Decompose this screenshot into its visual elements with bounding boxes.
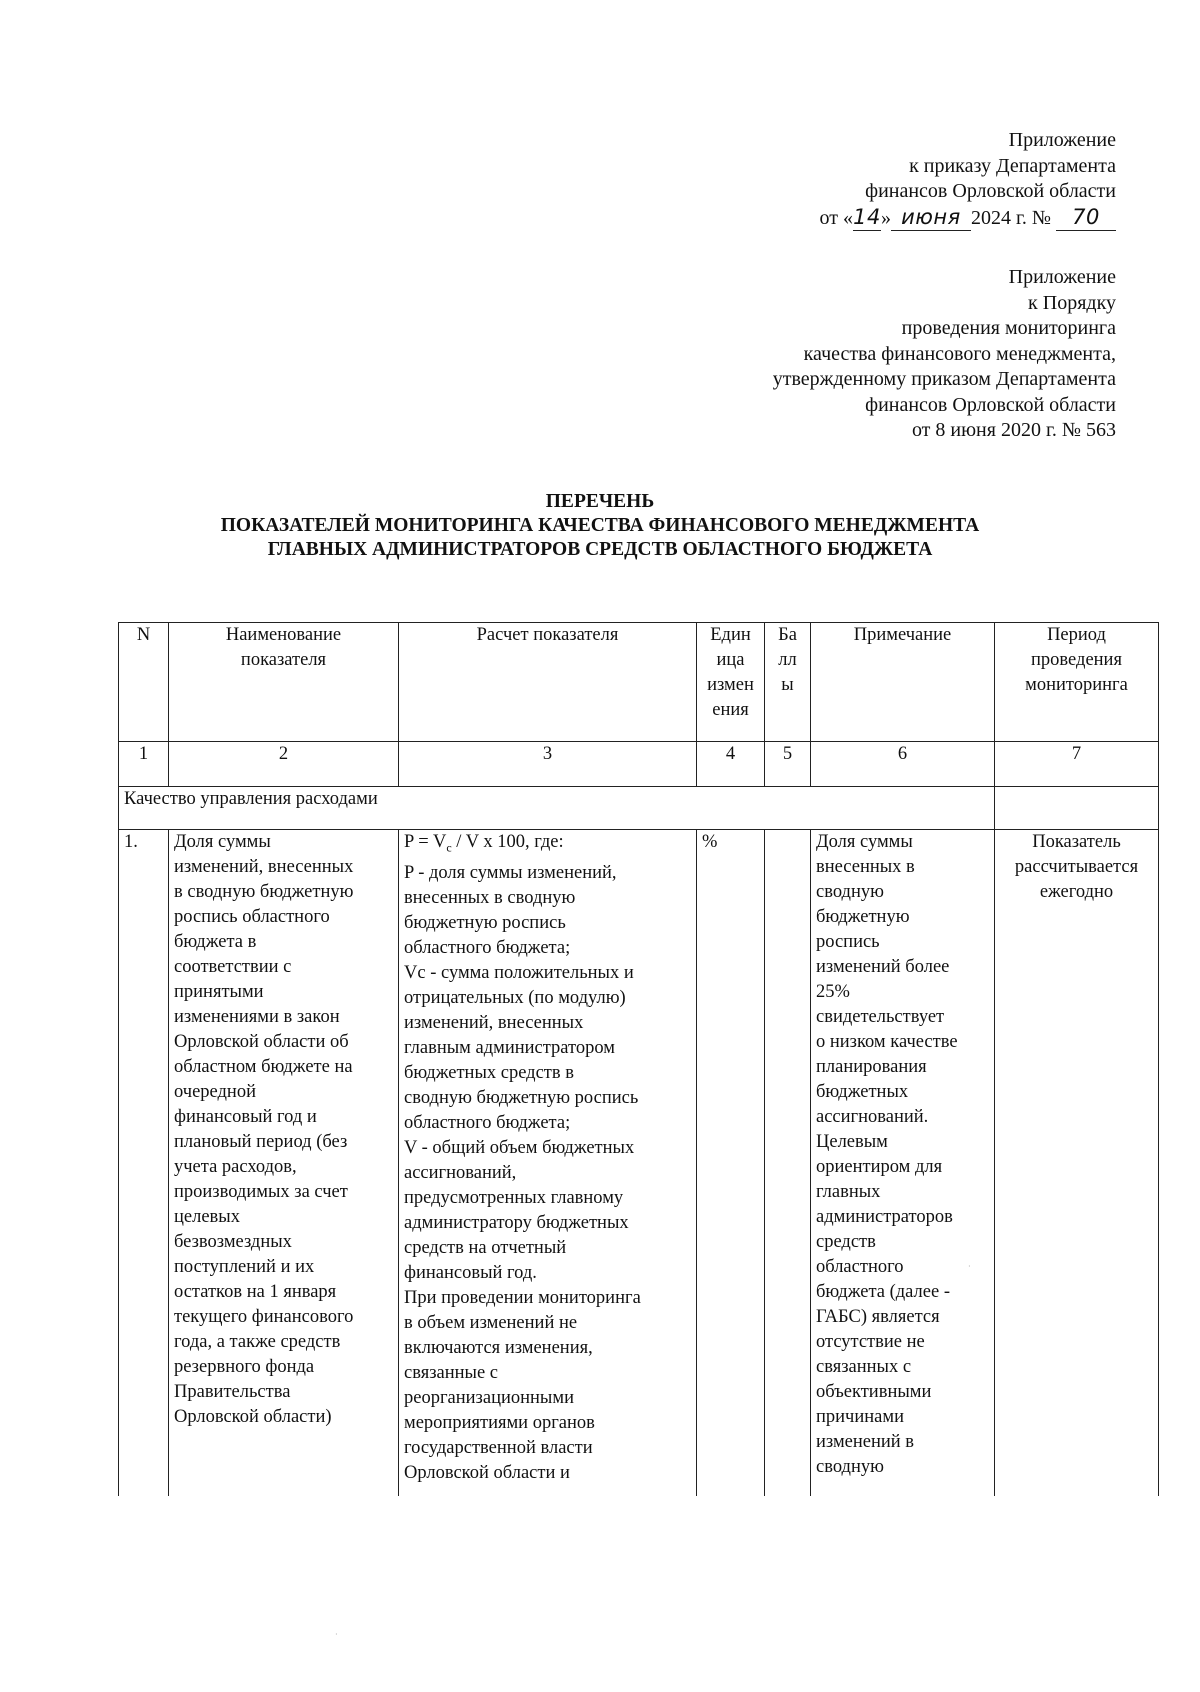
cell-text-line: бюджетную роспись bbox=[404, 912, 566, 933]
cell-text-line: изменений, внесенных bbox=[174, 857, 354, 877]
date-day-handwritten: 14 bbox=[853, 205, 881, 232]
cell-text-line: Показатель bbox=[1032, 832, 1121, 852]
cell-text-line: года, а также средств bbox=[174, 1332, 341, 1352]
procedure-header-line: качества финансового менеджмента, bbox=[803, 342, 1116, 365]
column-number-row bbox=[119, 742, 1159, 787]
cell-text-line: реорганизационными bbox=[404, 1387, 574, 1408]
cell-text-line: очередной bbox=[174, 1082, 256, 1102]
title-line: ГЛАВНЫХ АДМИНИСТРАТОРОВ СРЕДСТВ ОБЛАСТНОГО БЮДЖЕТА bbox=[267, 539, 933, 560]
cell-text-line: поступлений и их bbox=[174, 1257, 315, 1277]
cell-text-line: целевых bbox=[174, 1207, 240, 1227]
header-period-line: мониторинга bbox=[1025, 675, 1128, 695]
cell-text-line: сводную bbox=[816, 882, 884, 902]
cell-text-line: Правительства bbox=[174, 1382, 291, 1402]
indicators-table bbox=[118, 622, 1159, 1496]
title-line: ПОКАЗАТЕЛЕЙ МОНИТОРИНГА КАЧЕСТВА ФИНАНСОВОГО МЕНЕДЖМЕНТА bbox=[220, 515, 980, 536]
cell-text-line: Орловской области и bbox=[404, 1462, 570, 1483]
date-prefix: от « bbox=[819, 206, 853, 229]
cell-text-line: Орловской области) bbox=[174, 1407, 332, 1427]
calc-formula bbox=[404, 830, 691, 861]
cell-text-line: внесенных в bbox=[816, 857, 915, 877]
column-number: 4 bbox=[697, 742, 765, 787]
cell-text-line: бюджетную bbox=[816, 907, 910, 927]
order-header-line: к приказу Департамента bbox=[909, 154, 1116, 177]
date-mid: » bbox=[880, 206, 891, 229]
cell-text-line: объективными bbox=[816, 1382, 932, 1402]
column-number: 2 bbox=[169, 742, 399, 787]
header-period-line: Период bbox=[1047, 625, 1106, 645]
cell-text-line: финансовый год и bbox=[174, 1107, 317, 1127]
cell-text-line: в сводную бюджетную bbox=[174, 882, 354, 902]
cell-text-line: администраторов bbox=[816, 1207, 953, 1227]
cell-text-line: роспись областного bbox=[174, 907, 330, 927]
section-title bbox=[119, 787, 995, 830]
section-row bbox=[119, 787, 1159, 830]
header-n: N bbox=[119, 623, 169, 742]
cell-text-line: P - доля суммы изменений, bbox=[404, 862, 617, 883]
cell-text-line: свидетельствует bbox=[816, 1007, 945, 1027]
cell-text-line: учета расходов, bbox=[174, 1157, 297, 1177]
row-calc bbox=[399, 830, 697, 1497]
formula-subscript: c bbox=[446, 840, 452, 855]
cell-text-line: изменениями в закон bbox=[174, 1007, 340, 1027]
cell-text-line: мероприятиями органов bbox=[404, 1412, 595, 1433]
header-points-line: лл bbox=[778, 650, 797, 670]
cell-text-line: причинами bbox=[816, 1407, 904, 1427]
document-title bbox=[100, 490, 1100, 562]
cell-text-line: роспись bbox=[816, 932, 880, 952]
order-number-handwritten: 70 bbox=[1056, 205, 1116, 232]
cell-text-line: бюджетных средств в bbox=[404, 1062, 574, 1083]
cell-text-line: средств на отчетный bbox=[404, 1237, 567, 1258]
procedure-header-line: Приложение bbox=[1008, 266, 1116, 288]
cell-text-line: связанные с bbox=[404, 1362, 499, 1383]
cell-text-line: 25% bbox=[816, 982, 850, 1002]
header-unit-line: ица bbox=[716, 650, 745, 670]
header-period bbox=[995, 623, 1159, 742]
order-header-line: финансов Орловской области bbox=[865, 180, 1116, 202]
cell-text-line: V - общий объем бюджетных bbox=[404, 1137, 635, 1158]
cell-text-line: остатков на 1 января bbox=[174, 1282, 337, 1302]
cell-text-line: государственной власти bbox=[404, 1437, 593, 1458]
header-period-line: проведения bbox=[1031, 650, 1122, 670]
scan-speck: · bbox=[968, 1262, 971, 1271]
cell-text-line: соответствии с bbox=[174, 957, 292, 977]
section-empty-cell bbox=[995, 787, 1159, 830]
cell-text-line: бюджета (далее - bbox=[816, 1282, 950, 1302]
header-calc: Расчет показателя bbox=[399, 623, 697, 742]
cell-text-line: администратору бюджетных bbox=[404, 1212, 629, 1233]
cell-text-line: областного bbox=[816, 1257, 904, 1277]
column-number: 1 bbox=[119, 742, 169, 787]
cell-text-line: Доля суммы bbox=[816, 832, 913, 852]
row-period bbox=[995, 830, 1159, 1497]
header-unit bbox=[697, 623, 765, 742]
procedure-header bbox=[773, 265, 1116, 444]
order-date-line bbox=[819, 205, 1116, 232]
cell-text-line: Целевым bbox=[816, 1132, 888, 1152]
cell-text-line: При проведении мониторинга bbox=[404, 1287, 641, 1308]
header-unit-line: ения bbox=[712, 700, 749, 720]
procedure-header-line: утвержденному приказом Департамента bbox=[772, 368, 1116, 390]
cell-text-line: Vc - сумма положительных и bbox=[404, 962, 634, 983]
cell-text-line: связанных с bbox=[816, 1357, 912, 1377]
section-title-text: Качество управления расходами bbox=[124, 789, 378, 809]
cell-text-line: сводную bbox=[816, 1457, 884, 1477]
header-note: Примечание bbox=[811, 623, 995, 742]
cell-text-line: плановый период (без bbox=[174, 1132, 348, 1152]
date-year: 2024 г. № bbox=[970, 206, 1051, 229]
date-month-handwritten: июня bbox=[891, 205, 971, 232]
cell-text-line: бюджетных bbox=[816, 1082, 909, 1102]
header-name bbox=[169, 623, 399, 742]
cell-text-line: средств bbox=[816, 1232, 876, 1252]
cell-text-line: Доля суммы bbox=[174, 832, 271, 852]
cell-text-line: ассигнований. bbox=[816, 1107, 929, 1127]
order-header-line: Приложение bbox=[1008, 129, 1116, 151]
cell-text-line: предусмотренных главному bbox=[404, 1187, 624, 1208]
cell-text-line: производимых за счет bbox=[174, 1182, 348, 1202]
scan-speck: · bbox=[335, 1630, 338, 1639]
cell-text-line: сводную бюджетную роспись bbox=[404, 1087, 639, 1108]
cell-text-line: в объем изменений не bbox=[404, 1312, 578, 1333]
cell-text-line: отрицательных (по модулю) bbox=[404, 987, 626, 1008]
cell-text-line: главных bbox=[816, 1182, 881, 1202]
title-line: ПЕРЕЧЕНЬ bbox=[545, 491, 655, 512]
procedure-header-line: от 8 июня 2020 г. № 563 bbox=[911, 419, 1116, 441]
table-header-row bbox=[119, 623, 1159, 742]
cell-text-line: о низком качестве bbox=[816, 1032, 958, 1052]
cell-text-line: ассигнований, bbox=[404, 1162, 517, 1183]
table-row bbox=[119, 830, 1159, 1497]
row-name bbox=[169, 830, 399, 1497]
cell-text-line: рассчитывается bbox=[1014, 857, 1139, 877]
cell-text-line: включаются изменения, bbox=[404, 1337, 593, 1358]
cell-text-line: ежегодно bbox=[1039, 882, 1114, 902]
row-note bbox=[811, 830, 995, 1497]
cell-text-line: текущего финансового bbox=[174, 1307, 354, 1327]
column-number: 6 bbox=[811, 742, 995, 787]
cell-text-line: безвозмездных bbox=[174, 1232, 292, 1252]
cell-text-line: изменений более bbox=[816, 957, 950, 977]
row-number: 1. bbox=[119, 830, 169, 1497]
cell-text-line: резервного фонда bbox=[174, 1357, 315, 1377]
cell-text-line: отсутствие не bbox=[816, 1332, 925, 1352]
cell-text-line: изменений в bbox=[816, 1432, 915, 1452]
cell-text-line: областного бюджета; bbox=[404, 937, 571, 958]
column-number: 3 bbox=[399, 742, 697, 787]
column-number: 5 bbox=[765, 742, 811, 787]
cell-text-line: финансовый год. bbox=[404, 1262, 537, 1283]
procedure-header-line: к Порядку bbox=[1028, 291, 1116, 314]
procedure-header-line: проведения мониторинга bbox=[901, 317, 1116, 339]
formula-main: P = V bbox=[404, 832, 447, 852]
cell-text-line: Орловской области об bbox=[174, 1032, 349, 1052]
column-number: 7 bbox=[995, 742, 1159, 787]
cell-text-line: планирования bbox=[816, 1057, 927, 1077]
formula-rest: / V x 100, где: bbox=[451, 832, 564, 852]
cell-text-line: ориентиром для bbox=[816, 1157, 943, 1177]
header-points-line: ы bbox=[781, 675, 794, 695]
calc-body bbox=[404, 861, 691, 1486]
procedure-header-line: финансов Орловской области bbox=[865, 393, 1116, 416]
cell-text-line: главным администратором bbox=[404, 1037, 615, 1058]
cell-text-line: областного бюджета; bbox=[404, 1112, 571, 1133]
row-unit: % bbox=[697, 830, 765, 1497]
header-points-line: Ба bbox=[778, 625, 797, 645]
order-header bbox=[819, 128, 1116, 231]
cell-text-line: бюджета в bbox=[174, 932, 257, 952]
header-unit-line: Един bbox=[710, 625, 751, 645]
cell-text-line: внесенных в сводную bbox=[404, 887, 576, 908]
cell-text-line: изменений, внесенных bbox=[404, 1012, 584, 1033]
cell-text-line: принятыми bbox=[174, 982, 264, 1002]
row-points bbox=[765, 830, 811, 1497]
cell-text-line: ГАБС) является bbox=[816, 1307, 940, 1327]
header-name-line: показателя bbox=[240, 650, 327, 670]
header-name-line: Наименование bbox=[225, 625, 342, 645]
cell-text-line: областном бюджете на bbox=[174, 1057, 353, 1077]
header-unit-line: измен bbox=[707, 675, 754, 695]
header-points bbox=[765, 623, 811, 742]
